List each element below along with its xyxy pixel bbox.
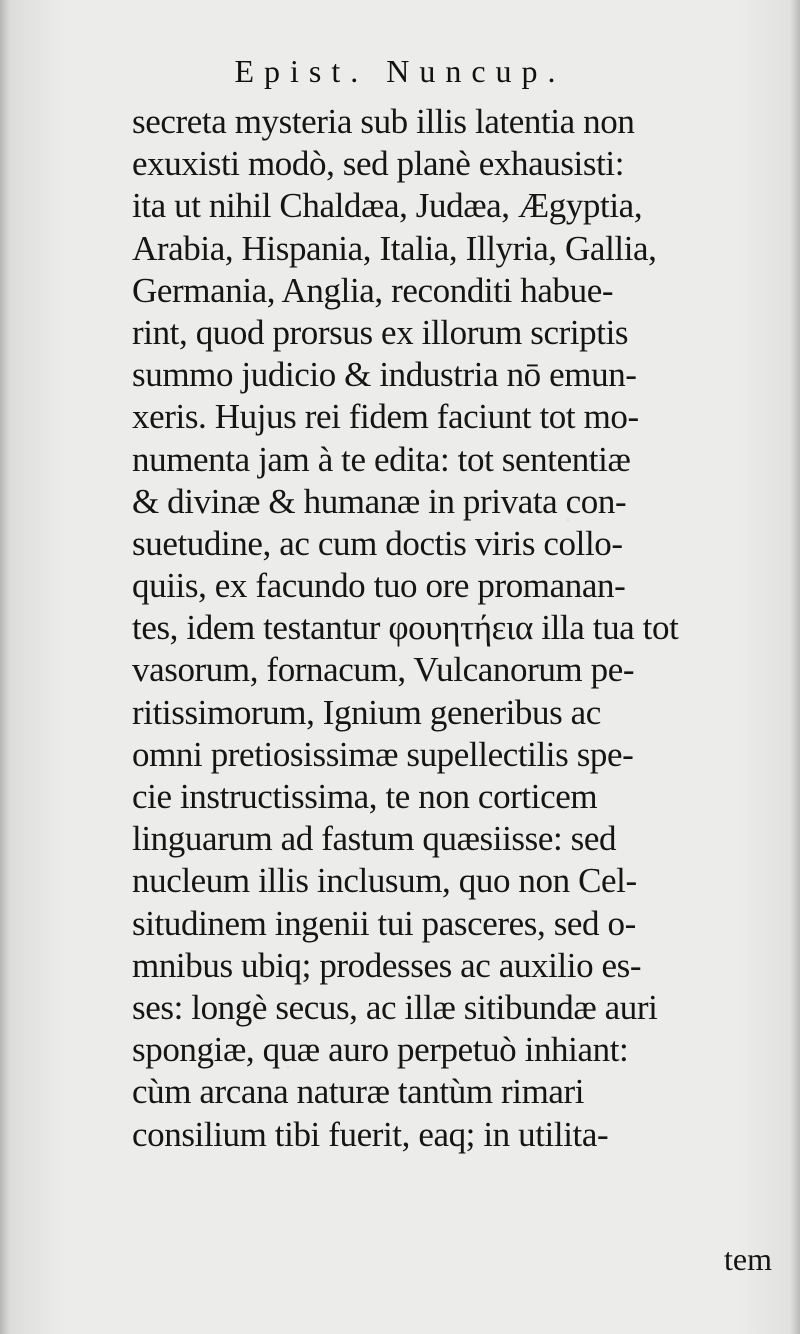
text-line: ita ut nihil Chaldæa, Judæa, Ægyptia,	[132, 186, 643, 226]
text-line: rint, quod prorsus ex illorum scriptis	[132, 312, 629, 352]
text-line: ses: longè secus, ac illæ sitibundæ auri	[132, 987, 658, 1027]
text-line: suetudine, ac cum doctis viris collo-	[132, 523, 623, 563]
text-line: Germania, Anglia, reconditi habue-	[132, 270, 614, 310]
text-line: Arabia, Hispania, Italia, Illyria, Gallia,	[132, 228, 657, 268]
text-line: quiis, ex facundo tuo ore promanan-	[132, 566, 626, 606]
text-line: summo judicio & industria nō emun-	[132, 355, 637, 395]
text-line: cie instructissima, te non corticem	[132, 777, 598, 816]
page-left-shadow	[0, 0, 10, 1334]
text-line: exuxisti modò, sed planè exhausisti:	[132, 144, 625, 184]
text-line: mnibus ubiq; prodesses ac auxilio es-	[132, 945, 642, 985]
catchword: tem	[724, 1241, 772, 1277]
text-line: secreta mysteria sub illis latentia non	[132, 102, 635, 141]
text-line: numenta jam à te edita: tot sententiæ	[132, 439, 631, 479]
text-line: omni pretiosissimæ supellectilis spe-	[132, 734, 634, 774]
text-line: xeris. Hujus rei fidem faciunt tot mo-	[132, 397, 639, 437]
text-line: consilium tibi fuerit, eaq; in utilita-	[132, 1114, 609, 1154]
text-line: & divinæ & humanæ in privata con-	[132, 481, 627, 521]
text-line: ritissimorum, Ignium generibus ac	[132, 692, 601, 732]
text-block	[132, 101, 764, 1156]
text-line: situdinem ingenii tui pasceres, sed o-	[132, 903, 636, 943]
text-line: spongiæ, quæ auro perpetuò inhiant:	[132, 1030, 629, 1070]
text-line: tes, idem testantur φουητήεια illa tua tot	[132, 608, 679, 648]
page-right-shadow	[790, 0, 800, 1334]
text-line: linguarum ad fastum quæsiisse: sed	[132, 819, 617, 859]
text-line: vasorum, fornacum, Vulcanorum pe-	[132, 650, 635, 690]
running-header: Epist. Nuncup.	[234, 53, 566, 89]
text-line: nucleum illis inclusum, quo non Cel-	[132, 861, 637, 901]
text-line: cùm arcana naturæ tantùm rimari	[132, 1072, 585, 1112]
